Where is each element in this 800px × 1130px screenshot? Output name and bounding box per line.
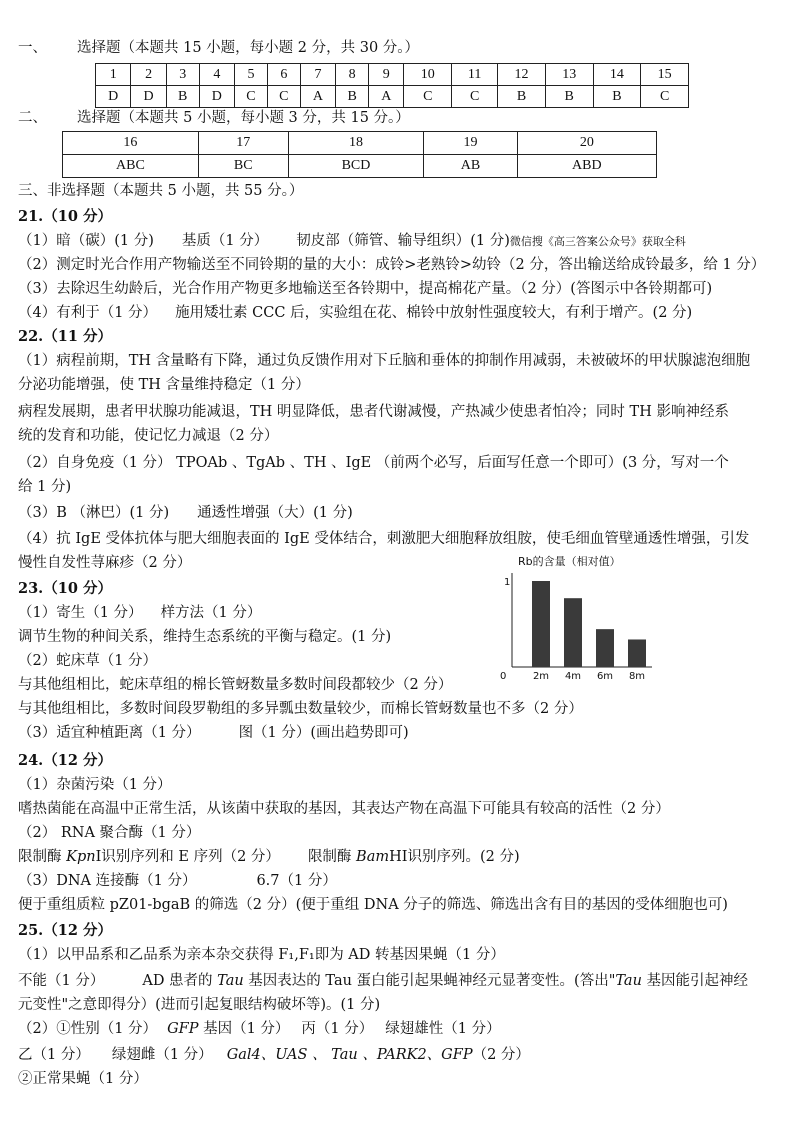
- table-cell: 15: [641, 64, 689, 86]
- q25-gene-name: GFP: [167, 1021, 199, 1037]
- q25-answer: 绿翅雌（1 分）: [111, 1047, 213, 1063]
- q24-line-2: 嗜热菌能在高温中正常生活，从该菌中获取的基因，其表达产物在高温下可能具有较高的活性（2 分）: [18, 801, 670, 817]
- table-cell: 8: [336, 64, 369, 86]
- q21-line-2: （2）测定时光合作用产物输送至不同铃期的量的大小：成铃>老熟铃>幼铃（2 分，答出输送给成铃最多，给 1 分）: [18, 257, 766, 273]
- q23-answer: （1）寄生（1 分）: [18, 605, 143, 621]
- table-cell: C: [235, 86, 268, 108]
- q24-line-3: （2） RNA 聚合酶（1 分）: [18, 825, 201, 841]
- q21-line-4: [18, 303, 692, 323]
- table-cell: 16: [63, 132, 199, 155]
- chart-title: Rb的含量（相对值）: [518, 555, 621, 568]
- q23-line-5: 与其他组相比，多数时间段罗勒组的多异瓢虫数量较少，而棉长管蚜数量也不多（2 分）: [18, 701, 583, 717]
- table-cell: BC: [198, 155, 288, 178]
- table-cell: D: [199, 86, 234, 108]
- table-cell: 3: [166, 64, 199, 86]
- watermark-text: 微信搜《高三答案公众号》获取全科: [509, 235, 686, 248]
- rb-bar-chart: [492, 553, 652, 683]
- table-cell: 12: [498, 64, 546, 86]
- table-cell: C: [404, 86, 452, 108]
- q21-line-1: [18, 231, 686, 252]
- chart-bar-4m: [564, 598, 582, 667]
- table-cell: 2: [131, 64, 166, 86]
- chart-x-tick-label: 8m: [628, 671, 646, 682]
- q22-line-1: （1）病程前期，TH 含量略有下降，通过负反馈作用对下丘脑和垂体的抑制作用减弱，未被破坏的甲状腺滤泡细胞: [18, 353, 751, 369]
- chart-origin-label: 0: [500, 671, 507, 682]
- q22-line-8: （4）抗 IgE 受体抗体与肥大细胞表面的 IgE 受体结合，刺激肥大细胞释放组胺，使毛细血管壁通透性增强，引发: [18, 531, 750, 547]
- table-cell: 19: [424, 132, 517, 155]
- section-1-title: 选择题（本题共 15 小题，每小题 2 分，共 30 分。）: [77, 40, 420, 56]
- table-cell: BCD: [288, 155, 424, 178]
- q23-heading: 23.（10 分）: [18, 580, 112, 597]
- table-cell: C: [267, 86, 300, 108]
- q25-answer: （2 分）: [472, 1047, 530, 1063]
- answer-table-1: [95, 63, 689, 108]
- q22-answer: （3）B （淋巴）(1 分): [18, 505, 170, 521]
- table-row-answers: [63, 155, 657, 178]
- table-cell: C: [641, 86, 689, 108]
- table-cell: 1: [96, 64, 131, 86]
- q24-text: Ⅰ识别序列和 E 序列（2 分）: [95, 849, 280, 865]
- q22-heading: 22.（11 分）: [18, 328, 112, 345]
- q21-answer: 施用矮壮素 CCC 后，实验组在花、棉铃中放射性强度较大，有利于增产。(2 分): [175, 305, 693, 321]
- table-cell: A: [300, 86, 335, 108]
- q24-enzyme-name: Bam: [356, 849, 390, 865]
- q21-answer: （4）有利于（1 分）: [18, 305, 158, 321]
- q22-line-5: （2）自身免疫（1 分） TPOAb 、TgAb 、TH 、IgE （前两个必写，后面写任意一个即可）(3 分，写对一个: [18, 455, 729, 471]
- table-cell: B: [593, 86, 641, 108]
- q22-line-4: 统的发育和功能，使记忆力减退（2 分）: [18, 428, 279, 444]
- table-cell: 13: [545, 64, 593, 86]
- table-cell: 10: [404, 64, 452, 86]
- q23-line-6: [18, 723, 409, 743]
- q24-text: HⅠ识别序列。(2 分): [389, 849, 520, 865]
- q21-heading: 21.（10 分）: [18, 208, 112, 225]
- table-cell: 5: [235, 64, 268, 86]
- q22-answer: 通透性增强（大）(1 分): [197, 505, 353, 521]
- q22-line-3: 病程发展期，患者甲状腺功能减退，TH 明显降低，患者代谢减慢，产热减少使患者怕冷；同时 TH 影响神经系: [18, 404, 729, 420]
- table-cell: ABC: [63, 155, 199, 178]
- q25-text: 基因能引起神经: [641, 973, 749, 989]
- q25-answer: 乙（1 分）: [18, 1047, 90, 1063]
- q25-answer: 不能（1 分）: [18, 973, 105, 989]
- q24-line-1: （1）杂菌污染（1 分）: [18, 777, 172, 793]
- q24-answer: （3）DNA 连接酶（1 分）: [18, 873, 197, 889]
- table-row-answers: [96, 86, 689, 108]
- table-cell: 11: [452, 64, 498, 86]
- table-cell: C: [452, 86, 498, 108]
- chart-x-tick-labels: [533, 671, 645, 682]
- section-3-heading: 三、非选择题（本题共 5 小题，共 55 分。）: [18, 183, 304, 199]
- q24-enzyme-name: Kpn: [66, 849, 96, 865]
- table-cell: 7: [300, 64, 335, 86]
- table-cell: 20: [517, 132, 656, 155]
- q25-line-6: ②正常果蝇（1 分）: [18, 1071, 148, 1087]
- q24-line-6: 便于重组质粒 pZ01-bgaB 的筛选（2 分）(便于重组 DNA 分子的筛选、筛选出含有目的基因的受体细胞也可): [18, 897, 728, 913]
- table-cell: B: [336, 86, 369, 108]
- section-2-number: 二、: [18, 110, 47, 126]
- table-row-numbers: [63, 132, 657, 155]
- q25-text: AD 患者的: [142, 973, 218, 989]
- q21-answer: 韧皮部（筛管、输导组织）(1 分): [296, 233, 510, 249]
- table-cell: A: [369, 86, 404, 108]
- q24-text: 限制酶: [307, 849, 357, 865]
- q22-line-6: 给 1 分): [18, 479, 72, 495]
- table-cell: B: [545, 86, 593, 108]
- q25-text: 基因表达的 Tau 蛋白能引起果蝇神经元显著变性。(答出": [243, 973, 616, 989]
- table-cell: 4: [199, 64, 234, 86]
- table-row-numbers: [96, 64, 689, 86]
- q25-answer: 基因（1 分）: [198, 1021, 290, 1037]
- section-1-heading: [18, 38, 419, 58]
- q25-line-2: [18, 971, 748, 991]
- q24-heading: 24.（12 分）: [18, 752, 112, 769]
- q21-line-3: （3）去除迟生幼龄后，光合作用产物更多地输送至各铃期中，提高棉花产量。（2 分）(答图示中各铃期都可): [18, 281, 713, 297]
- q25-line-5: [18, 1045, 530, 1065]
- q23-answer: 样方法（1 分）: [160, 605, 262, 621]
- chart-x-tick-label: 6m: [596, 671, 614, 682]
- q25-line-3: 元变性"之意即得分）(进而引起复眼结构破坏等)。(1 分): [18, 997, 381, 1013]
- q22-line-9: 慢性自发性荨麻疹（2 分）: [18, 555, 192, 571]
- chart-bar-2m: [532, 581, 550, 667]
- q23-answer: （3）适宜种植距离（1 分）: [18, 725, 201, 741]
- table-cell: B: [166, 86, 199, 108]
- q22-line-7: [18, 503, 353, 523]
- q24-line-4: [18, 847, 520, 867]
- section-2-title: 选择题（本题共 5 小题，每小题 3 分，共 15 分。）: [77, 110, 410, 126]
- q25-answer: （2）①性别（1 分）: [18, 1021, 158, 1037]
- q23-line-1: [18, 603, 261, 623]
- q24-line-5: [18, 871, 337, 891]
- table-cell: 14: [593, 64, 641, 86]
- table-cell: D: [131, 86, 166, 108]
- q25-line-1: （1）以甲品系和乙品系为亲本杂交获得 F₁,F₁即为 AD 转基因果蝇（1 分）: [18, 947, 505, 963]
- table-cell: AB: [424, 155, 517, 178]
- q25-answer: 绿翅雄性（1 分）: [385, 1021, 501, 1037]
- table-cell: 9: [369, 64, 404, 86]
- chart-y-tick-label: 1: [504, 577, 511, 588]
- section-2-heading: [18, 108, 410, 128]
- q25-gene-list: Gal4、UAS 、 Tau 、PARK2、GFP: [226, 1047, 473, 1063]
- q22-line-2: 分泌功能增强，使 TH 含量维持稳定（1 分）: [18, 377, 310, 393]
- section-1-number: 一、: [18, 40, 47, 56]
- chart-bar-6m: [596, 629, 614, 667]
- q23-line-3: （2）蛇床草（1 分）: [18, 653, 158, 669]
- q21-answer: （1）暗（碳）(1 分): [18, 233, 154, 249]
- q24-text: 限制酶: [18, 849, 67, 865]
- table-cell: ABD: [517, 155, 656, 178]
- q25-answer: 丙（1 分）: [301, 1021, 374, 1037]
- q21-answer: 基质（1 分）: [181, 233, 269, 249]
- q25-heading: 25.（12 分）: [18, 922, 112, 939]
- table-cell: 6: [267, 64, 300, 86]
- q25-gene-name: Tau: [615, 973, 642, 989]
- table-cell: B: [498, 86, 546, 108]
- chart-bars: [532, 581, 646, 667]
- q25-line-4: [18, 1019, 501, 1039]
- q23-line-2: 调节生物的种间关系，维持生态系统的平衡与稳定。(1 分): [18, 629, 392, 645]
- table-cell: 18: [288, 132, 424, 155]
- q24-answer: 6.7（1 分）: [256, 873, 337, 889]
- q25-gene-name: Tau: [217, 973, 244, 989]
- q23-answer: 图（1 分）(画出趋势即可): [238, 725, 409, 741]
- table-cell: 17: [198, 132, 288, 155]
- chart-x-tick-label: 2m: [532, 671, 550, 682]
- answer-table-2: [62, 131, 657, 178]
- chart-x-tick-label: 4m: [564, 671, 582, 682]
- q23-line-4: 与其他组相比，蛇床草组的棉长管蚜数量多数时间段都较少（2 分）: [18, 677, 453, 693]
- chart-bar-8m: [628, 639, 646, 667]
- table-cell: D: [96, 86, 131, 108]
